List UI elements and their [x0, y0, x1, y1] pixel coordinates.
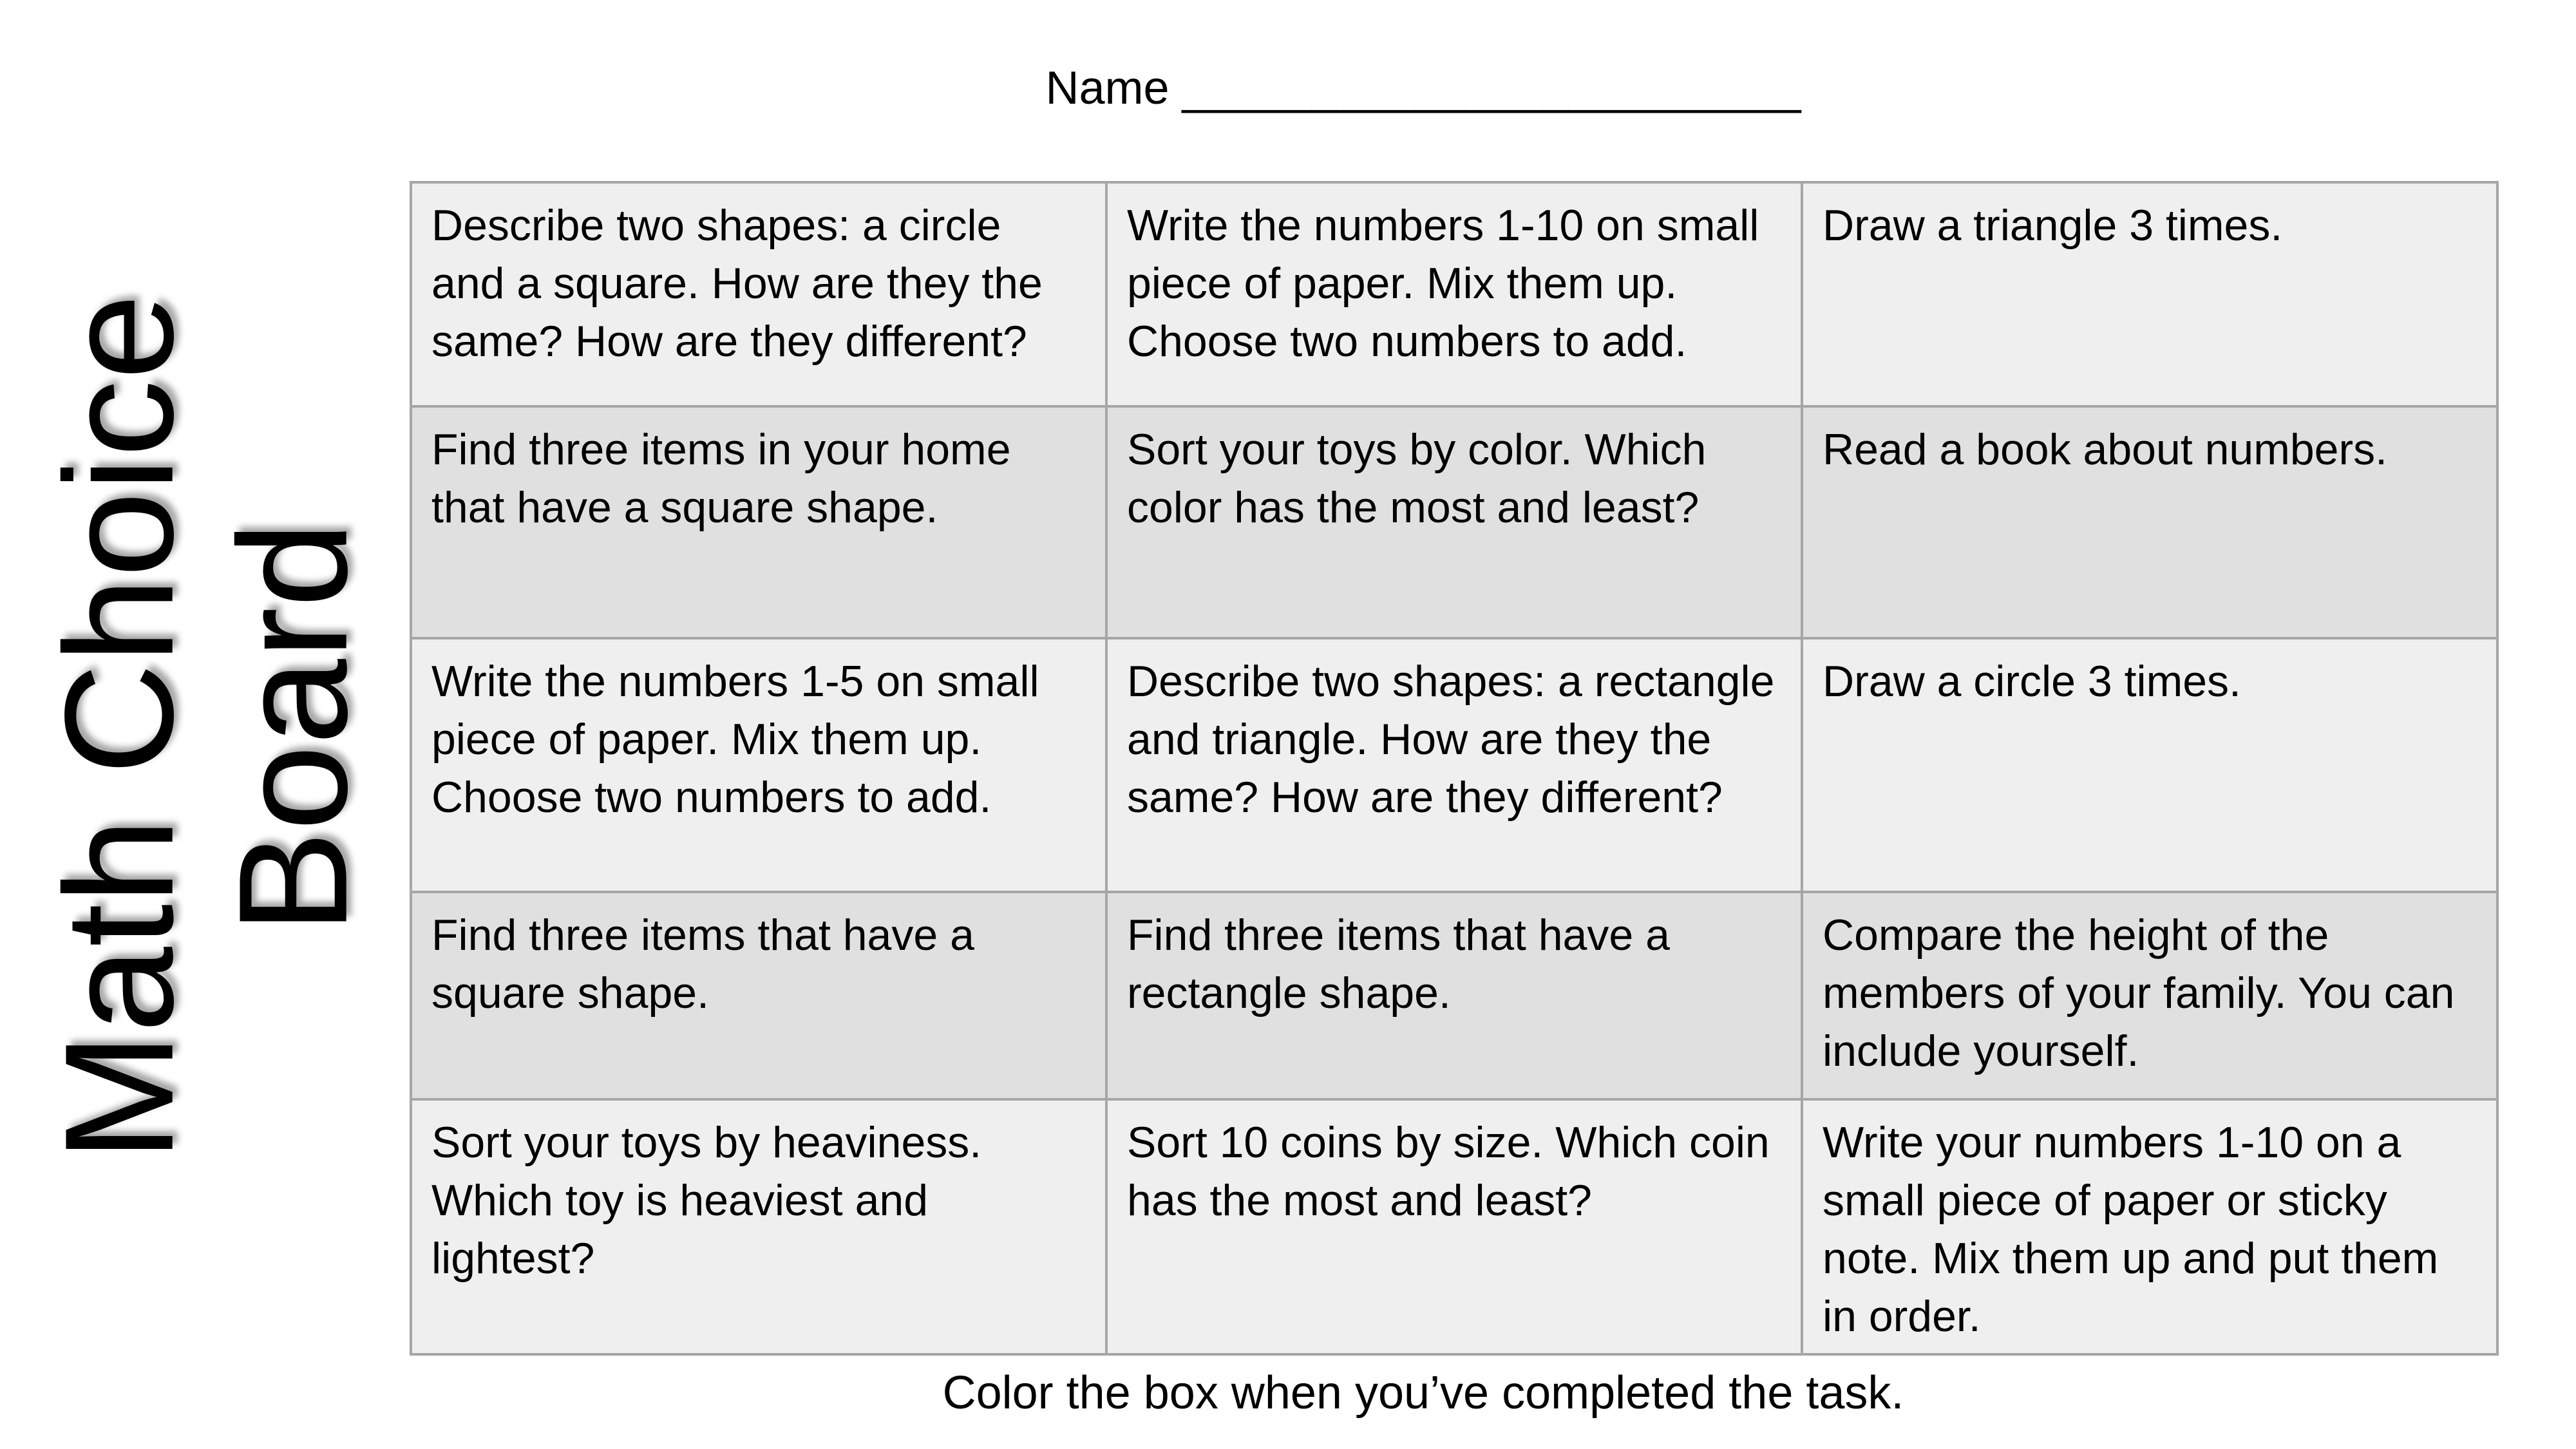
task-cell[interactable]: Write your numbers 1-10 on a small piece of paper or sticky note. Mix them up and put them in order. — [1802, 1099, 2497, 1354]
board-row — [411, 892, 2497, 1099]
board-row — [411, 182, 2497, 406]
name-field-label: Name ________________________ — [1045, 62, 1801, 114]
task-cell[interactable]: Describe two shapes: a circle and a square. How are they the same? How are they different? — [411, 182, 1106, 406]
task-cell[interactable]: Find three items that have a rectangle shape. — [1106, 892, 1802, 1099]
task-cell[interactable]: Draw a circle 3 times. — [1802, 638, 2497, 892]
task-cell[interactable]: Find three items that have a square shape. — [411, 892, 1106, 1099]
choice-board-table — [410, 181, 2499, 1356]
board-title — [13, 294, 399, 1162]
task-cell[interactable]: Read a book about numbers. — [1802, 406, 2497, 638]
task-cell[interactable]: Describe two shapes: a rectangle and triangle. How are they the same? How are they different? — [1106, 638, 1802, 892]
board-title-line-2: Board — [207, 521, 379, 934]
task-cell[interactable]: Sort your toys by color. Which color has the most and least? — [1106, 406, 1802, 638]
task-cell[interactable]: Sort 10 coins by size. Which coin has the most and least? — [1106, 1099, 1802, 1354]
task-cell[interactable]: Write the numbers 1-5 on small piece of paper. Mix them up. Choose two numbers to add. — [411, 638, 1106, 892]
task-cell[interactable]: Find three items in your home that have a square shape. — [411, 406, 1106, 638]
task-cell[interactable]: Draw a triangle 3 times. — [1802, 182, 2497, 406]
completion-instruction: Color the box when you’ve completed the task. — [942, 1367, 1904, 1419]
board-title-line-1: Math Choice — [33, 294, 205, 1162]
board-row — [411, 406, 2497, 638]
task-cell[interactable]: Compare the height of the members of your family. You can include yourself. — [1802, 892, 2497, 1099]
board-row — [411, 638, 2497, 892]
task-cell[interactable]: Write the numbers 1-10 on small piece of paper. Mix them up. Choose two numbers to add. — [1106, 182, 1802, 406]
board-row — [411, 1099, 2497, 1354]
task-cell[interactable]: Sort your toys by heaviness. Which toy is heaviest and lightest? — [411, 1099, 1106, 1354]
